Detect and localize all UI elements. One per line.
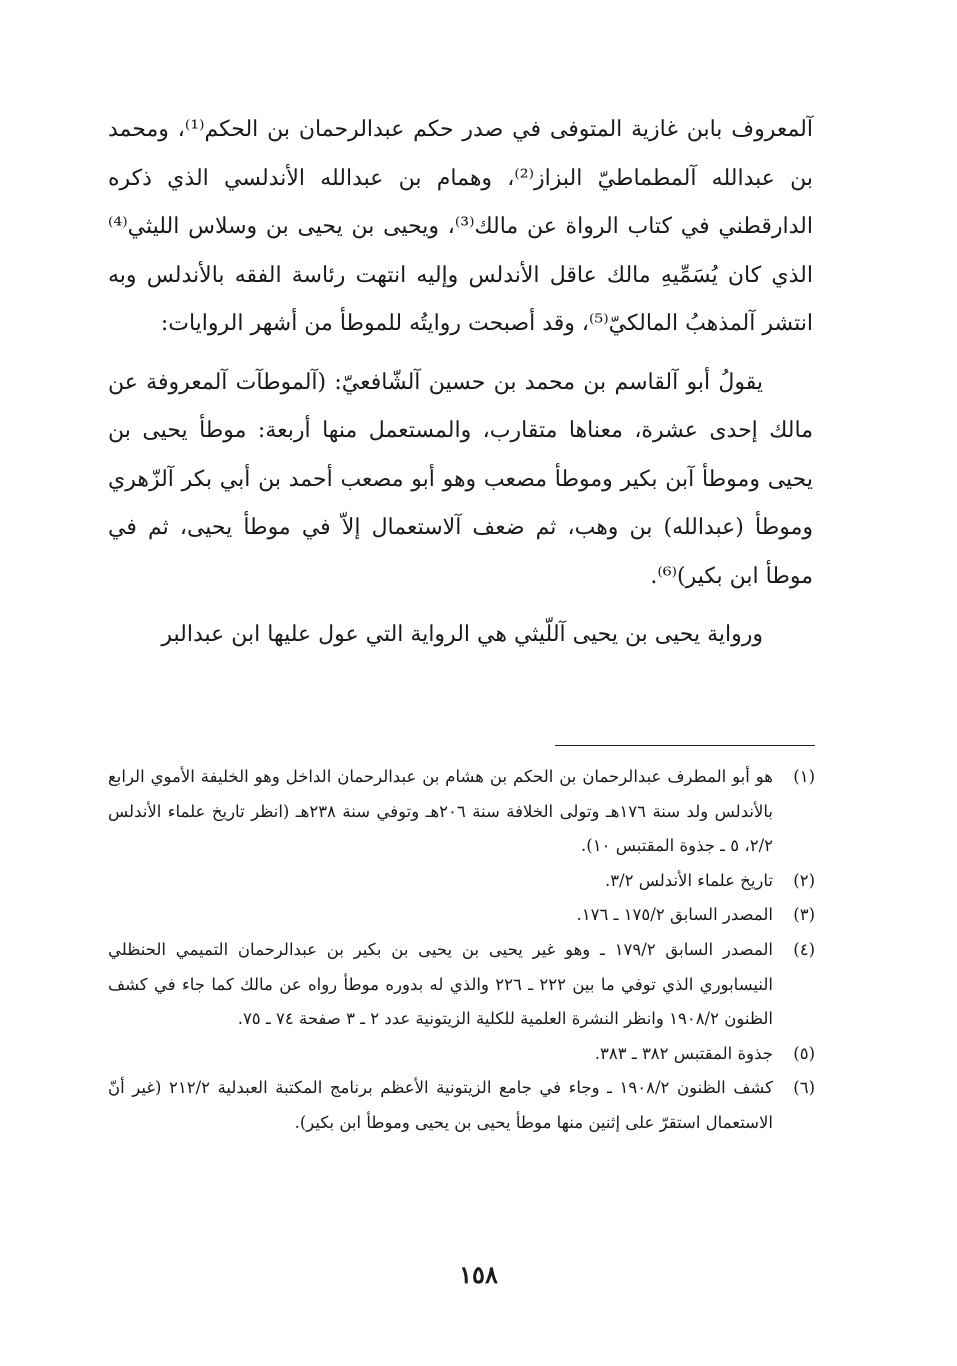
footnote-text: جذوة المقتبس ٣٨٢ ـ ٣٨٣.: [594, 1043, 773, 1063]
paragraph-1: آلمعروف بابن غازية المتوفى في صدر حكم عبدالرحمان بن الحكم⁽¹⁾، ومحمد بن عبدالله آلمطماطيّ البزاز⁽²⁾، وهمام بن عبدالله الأندلسي الذي ذكره الدارقطني في كتاب الرواة عن مالك⁽³⁾، ويحيى بن يحيى بن وسلاس الليثي⁽⁴⁾ الذي كان يُسَمِّيهِ مالك عاقل الأندلس وإليه انتهت رئاسة الفقه بالأندلس وبه انتشر آلمذهبُ المالكيّ⁽⁵⁾، وقد أصبحت روايتُه للموطأ من أشهر الروايات:: [108, 117, 813, 336]
footnote-1: [108, 760, 815, 864]
footnote-text: تاريخ علماء الأندلس ٣/٢.: [604, 870, 773, 890]
footnote-number: (١): [793, 767, 815, 786]
footnote-5: [108, 1037, 815, 1072]
page-number: ١٥٨: [459, 1260, 498, 1289]
paragraph-3: ورواية يحيى بن يحيى آللّيثي هي الرواية التي عول عليها ابن عبدالبر: [161, 622, 763, 647]
footnote-4: [108, 933, 815, 1037]
footnote-number: (٥): [793, 1043, 815, 1063]
main-text: [108, 106, 813, 660]
footnotes: [108, 760, 815, 1141]
footnote-text: المصدر السابق ١٧٩/٢ ـ وهو غير يحيى بن يحيى بن بكير بن عبدالرحمان التميمي الحنظلي النيسابوري الذي توفي ما بين ٢٢٢ ـ ٢٢٦ والذي له بدوره موطأ رواه عن مالك كما جاء في كشف الظنون ١٩٠٨/٢ وانظر النشرة العلمية للكلية الزيتونية عدد ٢ ـ ٣ صفحة ٧٤ ـ ٧٥.: [108, 939, 773, 1029]
footnote-number: (٤): [793, 939, 815, 959]
footnote-3: [108, 898, 815, 933]
footnote-number: (٢): [793, 870, 815, 890]
footnote-2: [108, 864, 815, 899]
footnote-text: كشف الظنون ١٩٠٨/٢ ـ وجاء في جامع الزيتونية الأعظم برنامج المكتبة العبدلية ٢١٢/٢ (غير أنّ الاستعمال استقرّ على إثنين منها موطأ يحيى بن يحيى وموطأ ابن بكير).: [108, 1078, 773, 1132]
footnote-number: (٣): [793, 905, 815, 925]
footnote-separator: [555, 745, 815, 746]
footnote-text: المصدر السابق ١٧٥/٢ ـ ١٧٦.: [576, 905, 773, 925]
paragraph-2: يقولُ أبو آلقاسم بن محمد بن حسين آلشّافعيّ: (آلموطآت آلمعروفة عن مالك إحدى عشرة، معناها متقارب، والمستعمل منها أربعة: موطأ يحيى بن يحيى وموطأ آبن بكير وموطأ مصعب وهو أبو مصعب أحمد بن أبي بكر آلزّهري وموطأ (عبدالله) بن وهب، ثم ضعف آلاستعمال إلاّ في موطأ يحيى، ثم في موطأ ابن بكير)⁽⁶⁾.: [108, 369, 813, 589]
footnote-6: [108, 1071, 815, 1140]
footnote-text: هو أبو المطرف عبدالرحمان بن الحكم بن هشام بن عبدالرحمان الداخل وهو الخليفة الأموي الرابع بالأندلس ولد سنة ١٧٦هـ وتولى الخلافة سنة ٢٠٦هـ وتوفي سنة ٢٣٨هـ (انظر تاريخ علماء الأندلس ٢/٢، ٥ ـ جذوة المقتبس ١٠).: [108, 767, 773, 856]
footnote-number: (٦): [793, 1078, 815, 1098]
